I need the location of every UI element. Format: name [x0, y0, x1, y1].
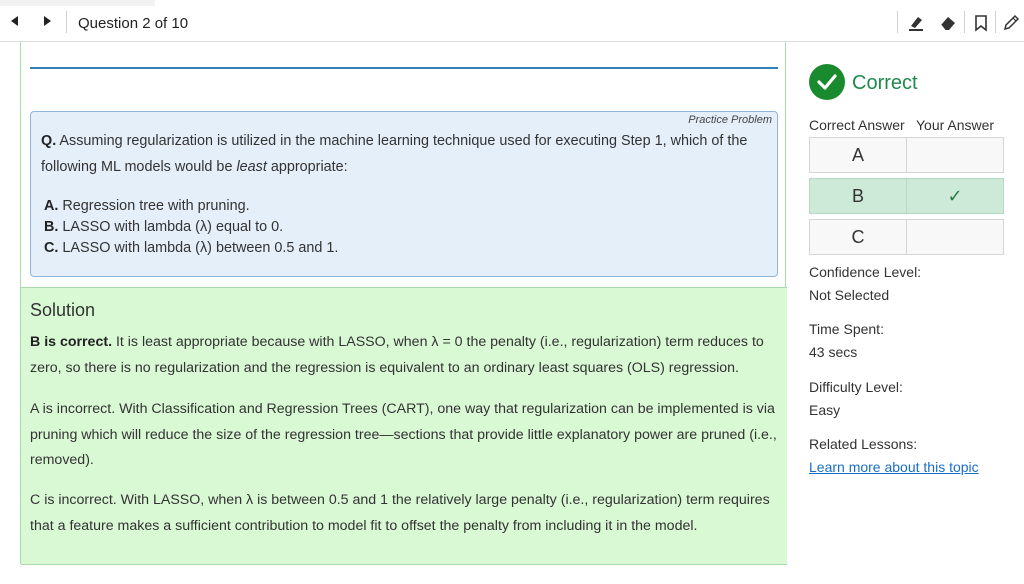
related-lessons-label: Related Lessons:: [809, 436, 918, 452]
bookmark-icon: [971, 13, 991, 33]
correct-answer-cell: A: [809, 137, 907, 173]
answer-row-c: [809, 219, 1004, 255]
question-column: [20, 42, 786, 564]
option-c: [44, 238, 338, 259]
option-a: [44, 196, 338, 217]
solution-panel: [21, 287, 787, 565]
correct-answer-cell: B: [809, 178, 907, 214]
option-letter: A.: [44, 198, 59, 214]
answer-options: [44, 196, 338, 259]
solution-title: Solution: [30, 300, 96, 320]
option-text: LASSO with lambda (λ) between 0.5 and 1.: [58, 240, 339, 256]
option-b: [44, 217, 338, 238]
next-question-button[interactable]: [40, 12, 56, 30]
practice-problem-tag: Practice Problem: [688, 114, 772, 126]
triangle-left-icon: [11, 16, 18, 26]
option-letter: C.: [44, 240, 59, 256]
time-spent-label: Time Spent:: [809, 321, 884, 337]
previous-question-button[interactable]: [7, 12, 23, 30]
time-spent-value: 43 secs: [809, 344, 858, 360]
option-letter: B.: [44, 219, 59, 235]
confidence-label: Confidence Level:: [809, 264, 922, 280]
answer-row-b: [809, 178, 1004, 214]
difficulty-label: Difficulty Level:: [809, 379, 903, 395]
your-answer-header: Your Answer: [916, 117, 995, 133]
solution-option-c-explanation: C is incorrect. With LASSO, when λ is between 0.5 and 1 the relatively large penalty (i.e., regularization) term requires that a feature makes a sufficient contribution to model fit to offset the penalty from including it in the model.: [30, 492, 770, 534]
difficulty-value: Easy: [809, 402, 841, 418]
your-answer-cell: [906, 137, 1004, 173]
confidence-value: Not Selected: [809, 287, 890, 303]
question-emphasis: least: [236, 159, 267, 175]
question-counter: Question 2 of 10: [78, 15, 189, 32]
toolbar-divider: [66, 11, 67, 33]
bookmark-button[interactable]: [971, 13, 991, 33]
check-circle-icon: [809, 64, 845, 100]
top-strip: [0, 0, 155, 6]
toolbar-divider: [897, 11, 898, 33]
your-answer-cell: [906, 219, 1004, 255]
question-prefix: Q.: [41, 133, 57, 149]
correct-answer-header: Correct Answer: [809, 117, 905, 133]
question-text-part: Assuming regularization is utilized in the machine learning technique used for executing Step 1, which of the following ML models would be: [41, 133, 748, 175]
correct-answer-cell: C: [809, 219, 907, 255]
eraser-button[interactable]: [938, 13, 958, 33]
question-text-part: appropriate:: [266, 159, 348, 175]
top-toolbar: [0, 0, 1024, 42]
toolbar-divider: [964, 11, 965, 33]
learn-more-link[interactable]: Learn more about this topic: [809, 459, 979, 475]
question-box: [30, 111, 778, 277]
solution-correct-label: B is correct.: [30, 334, 113, 350]
result-verdict: [809, 64, 1009, 104]
solution-text: It is least appropriate because with LASSO, when λ = 0 the penalty (i.e., regularization) term reduces to zero, so there is no regularization and the regression is equivalent to an ordinary least squares (OLS) regression.: [30, 334, 764, 376]
pencil-icon: [1001, 13, 1021, 33]
question-text: [41, 128, 761, 180]
solution-correct-explanation: [30, 330, 778, 381]
toolbar-divider: [995, 11, 996, 33]
triangle-right-icon: [44, 16, 51, 26]
highlighter-button[interactable]: [906, 13, 926, 33]
option-text: Regression tree with pruning.: [58, 198, 250, 214]
answer-row-a: [809, 137, 1004, 173]
pencil-button[interactable]: [1001, 13, 1021, 33]
highlighter-icon: [906, 13, 926, 33]
section-divider: [30, 67, 778, 69]
eraser-icon: [938, 13, 958, 33]
verdict-label: Correct: [852, 72, 918, 94]
option-text: LASSO with lambda (λ) equal to 0.: [58, 219, 284, 235]
your-answer-check-icon: ✓: [906, 178, 1004, 214]
solution-option-a-explanation: A is incorrect. With Classification and Regression Trees (CART), one way that regularization can be implemented is via pruning which will reduce the size of the regression tree—sections that provide little explanatory power are pruned (i.e., removed).: [30, 401, 777, 468]
